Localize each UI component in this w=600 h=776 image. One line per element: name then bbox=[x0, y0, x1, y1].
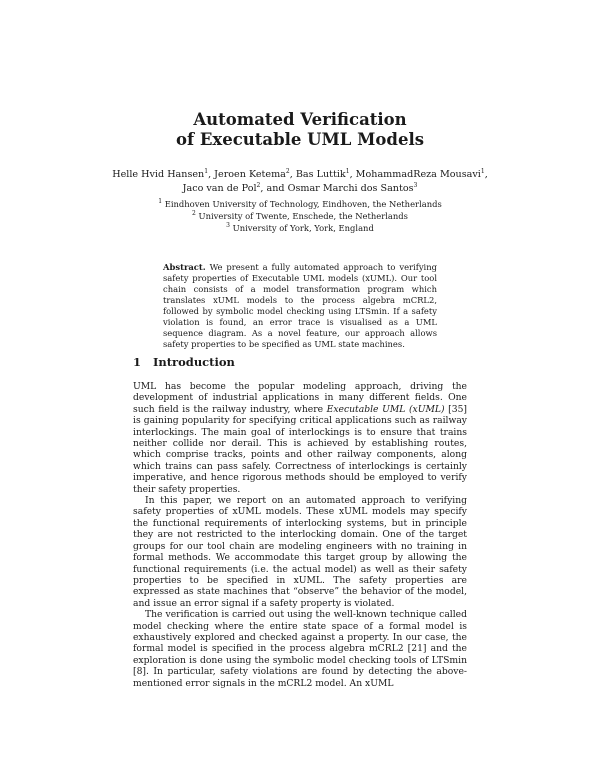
emphasis-term: Executable UML (xUML) bbox=[326, 403, 445, 415]
author-affiliation-mark: 1 bbox=[345, 167, 350, 175]
paper-title-line-2: of Executable UML Models bbox=[175, 130, 425, 149]
section-heading bbox=[133, 355, 235, 369]
section-title: Introduction bbox=[153, 355, 235, 369]
author-list: Helle Hvid Hansen$^1$, Jeroen Ketema$^2$, Bas Luttik$^1$, MohammadReza Mousavi$^1$, Jaco van de Pol$^2$, and Osmar Marchi dos Santos$^3$ bbox=[112, 167, 488, 194]
author-affiliation-mark: 1 bbox=[480, 167, 485, 175]
abstract-text: We present a fully automated approach to verifying safety properties of Executable UML models (xUML). Our tool chain consists of a model transformation program which translates xUML models to the process algebra mCRL2, followed by symbolic model checking using LTSmin. If a safety violation is found, an error trace is visualised as a UML sequence diagram. As a novel feature, our approach allows safety properties to be specified as UML state machines. bbox=[163, 262, 437, 349]
author-affiliation-mark: 2 bbox=[285, 167, 290, 175]
author-name: and Osmar Marchi dos Santos bbox=[266, 182, 414, 194]
abstract bbox=[163, 262, 437, 350]
author-affiliation-mark: 1 bbox=[204, 167, 209, 175]
affiliation: $^2$ University of Twente, Enschede, the Netherlands bbox=[192, 210, 408, 221]
affiliation: $^3$ University of York, York, England bbox=[226, 222, 374, 233]
affiliation: $^1$ Eindhoven University of Technology, Eindhoven, the Netherlands bbox=[158, 198, 442, 209]
author-name: Helle Hvid Hansen bbox=[112, 169, 205, 180]
affiliation-list bbox=[0, 198, 600, 234]
abstract-label: Abstract. bbox=[163, 262, 206, 272]
author-affiliation-mark: 3 bbox=[413, 181, 418, 189]
author-name: Bas Luttik bbox=[295, 169, 346, 180]
author-name: MohammadReza Mousavi bbox=[355, 169, 481, 180]
paragraph: The verification is carried out using the well-known technique called model checking where the entire state space of a formal model is exhaustively explored and checked against a property. In our case, the formal model is specified in the process algebra mCRL2 [21] and the exploration is done using the symbolic model checking tools of LTSmin [8]. In particular, safety violations are found by detecting the above-mentioned error signals in the mCRL2 model. An xUML bbox=[133, 609, 467, 689]
paragraph: In this paper, we report on an automated approach to verifying safety properties of xUML models. These xUML models may specify the functional requirements of interlocking systems, but in principle they are not restricted to the interlocking domain. One of the target groups for our tool chain are modeling engineers with no training in formal methods. We accommodate this target group by allowing the functional requirements (i.e. the actual model) as well as their safety properties to be specified in xUML. The safety properties are expressed as state machines that “observe” the behavior of the model, and issue an error signal if a safety property is violated. bbox=[133, 495, 467, 609]
body-text bbox=[133, 381, 467, 689]
paper-title-line-1: Automated Verification bbox=[193, 110, 407, 129]
author-affiliation-mark: 2 bbox=[256, 181, 261, 189]
author-name: Jeroen Ketema bbox=[214, 169, 286, 180]
paragraph: UML has become the popular modeling approach, driving the development of industrial applications in many different fields. One such field is the railway industry, where Executable UML (xUML) [35] is gaining popularity for specifying critical applications such as railway interlockings. The main goal of interlockings is to ensure that trains neither collide nor derail. This is achieved by establishing routes, which comprise tracks, points and other railway components, along which trains can pass safely. Correctness of interlockings is certainly imperative, and hence rigorous methods should be employed to verify their safety properties. bbox=[133, 381, 468, 495]
author-name: Jaco van de Pol bbox=[182, 182, 257, 194]
section-number: 1 bbox=[133, 355, 142, 369]
